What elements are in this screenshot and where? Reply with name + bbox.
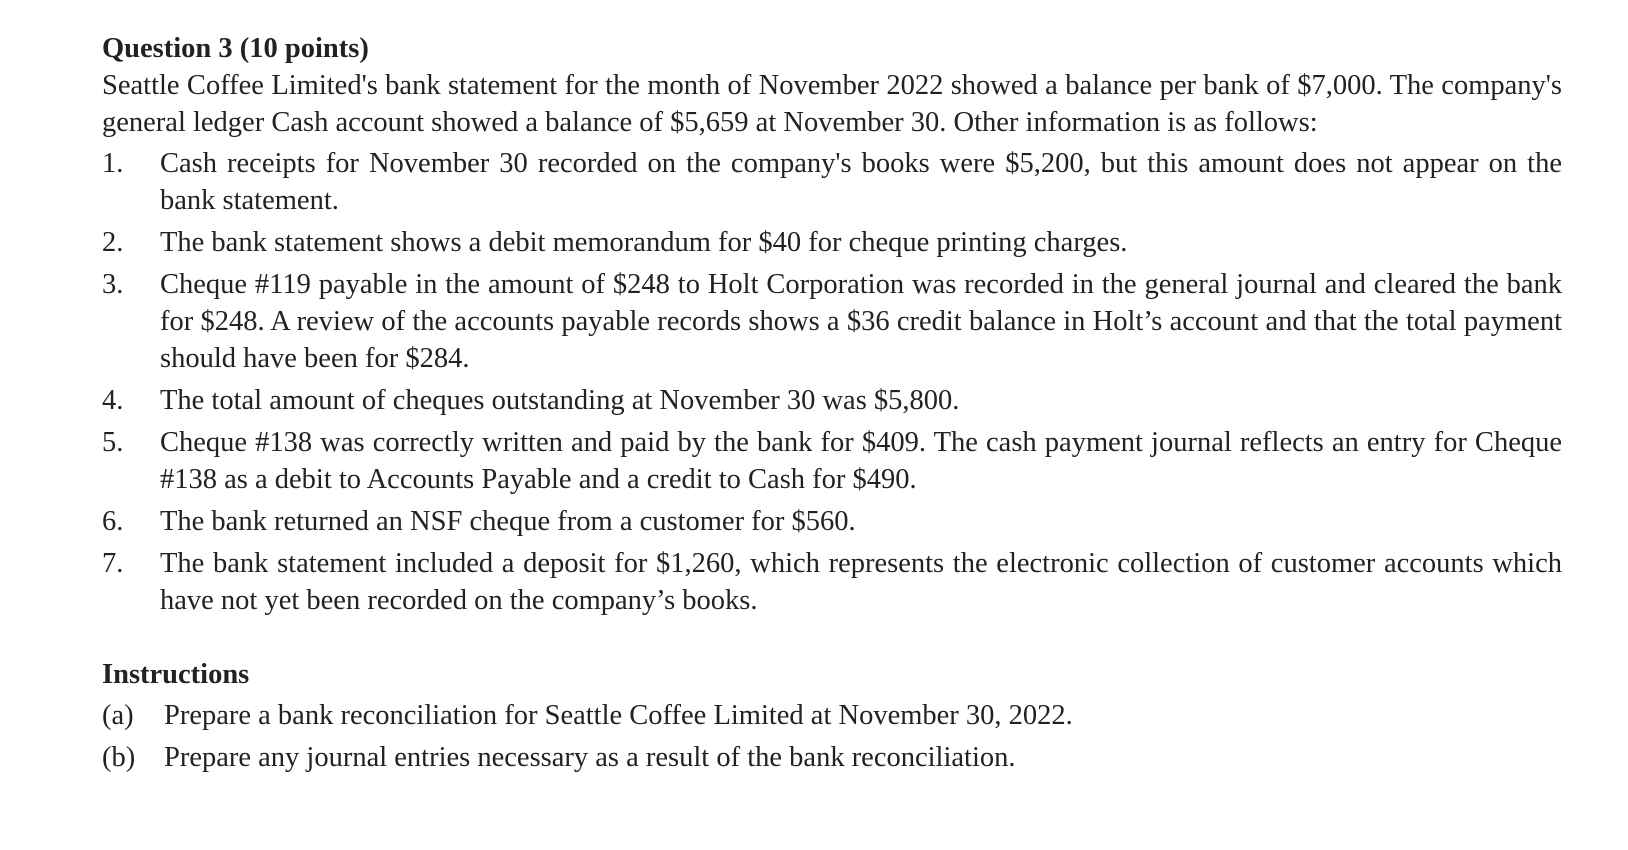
item-text: Cheque #138 was correctly written and paid by the bank for $409. The cash payment journal reflects an entry for Cheque #138 as a debit to Accounts Payable and a credit to Cash for $490.	[160, 427, 1562, 495]
item-number: 3.	[102, 269, 124, 300]
list-item	[102, 224, 1562, 261]
instruction-step	[102, 697, 1562, 734]
instruction-step	[102, 739, 1562, 776]
item-number: 2.	[102, 227, 124, 258]
step-label: (b)	[102, 742, 136, 773]
item-text: The bank statement shows a debit memorandum for $40 for cheque printing charges.	[160, 227, 1128, 258]
step-text: Prepare any journal entries necessary as a result of the bank reconciliation.	[164, 742, 1016, 773]
item-text: The total amount of cheques outstanding at November 30 was $5,800.	[160, 385, 960, 416]
item-number: 7.	[102, 548, 124, 579]
item-number: 6.	[102, 506, 124, 537]
list-item	[102, 545, 1562, 619]
list-item	[102, 424, 1562, 498]
list-item	[102, 382, 1562, 419]
list-item	[102, 145, 1562, 219]
question-intro: Seattle Coffee Limited's bank statement for the month of November 2022 showed a balance per bank of $7,000. The company's general ledger Cash account showed a balance of $5,659 at November 30. Other information is as follows:	[102, 70, 1562, 138]
item-text: Cash receipts for November 30 recorded on the company's books were $5,200, but this amount does not appear on the bank statement.	[160, 148, 1562, 216]
instructions-list	[102, 697, 1562, 776]
list-item	[102, 266, 1562, 377]
item-text: The bank returned an NSF cheque from a customer for $560.	[160, 506, 856, 537]
item-number: 1.	[102, 148, 124, 179]
item-number: 5.	[102, 427, 124, 458]
information-list	[102, 145, 1562, 619]
question-title: Question 3 (10 points)	[102, 33, 369, 64]
step-text: Prepare a bank reconciliation for Seattle Coffee Limited at November 30, 2022.	[164, 700, 1073, 731]
list-item	[102, 503, 1562, 540]
item-number: 4.	[102, 385, 124, 416]
item-text: The bank statement included a deposit for $1,260, which represents the electronic collection of customer accounts which have not yet been recorded on the company’s books.	[160, 548, 1562, 616]
step-label: (a)	[102, 700, 134, 731]
item-text: Cheque #119 payable in the amount of $248 to Holt Corporation was recorded in the general journal and cleared the bank for $248. A review of the accounts payable records shows a $36 credit balance in Holt’s account and that the total payment should have been for $284.	[160, 269, 1562, 374]
instructions-heading: Instructions	[102, 659, 250, 690]
question-document	[102, 30, 1562, 781]
